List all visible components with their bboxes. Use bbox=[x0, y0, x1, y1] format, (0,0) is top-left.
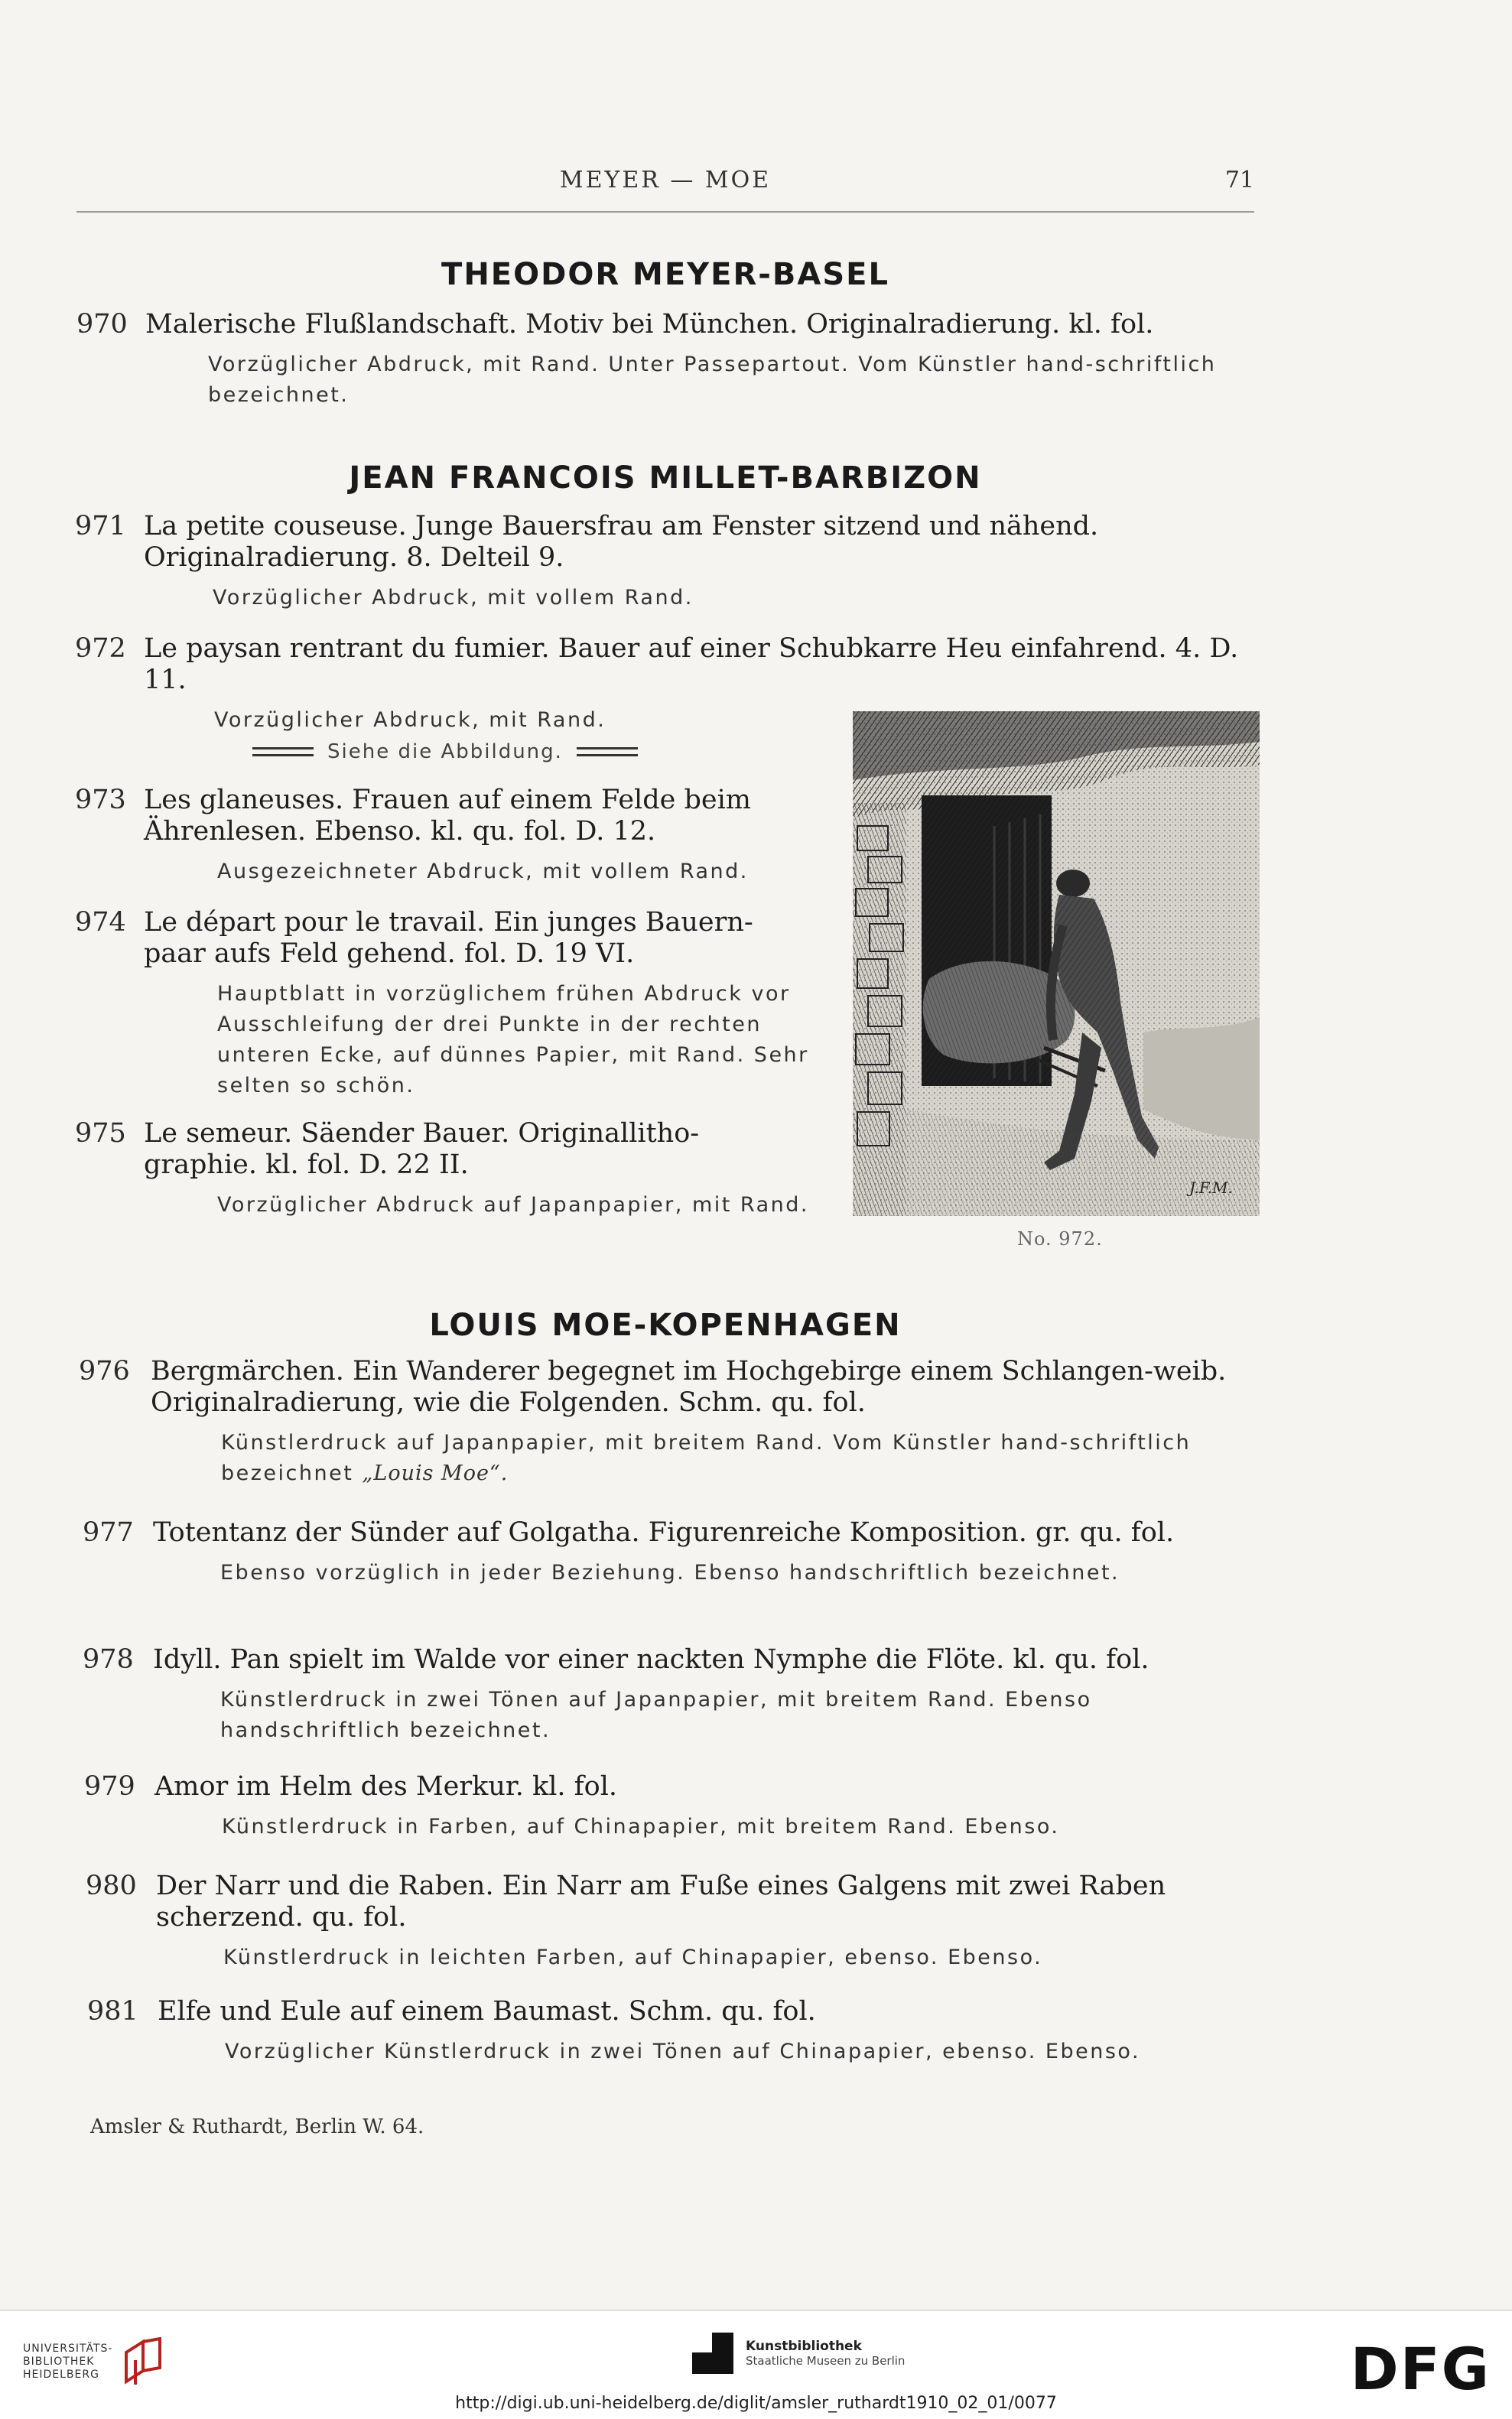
kunstbibliothek-subtitle: Staatliche Museen zu Berlin bbox=[746, 2354, 906, 2368]
section-title-meyer: THEODOR MEYER-BASEL bbox=[441, 257, 889, 292]
entry-981 bbox=[87, 1996, 1265, 2067]
header-rule bbox=[76, 211, 1254, 213]
printer-imprint: Amsler & Ruthardt, Berlin W. 64. bbox=[90, 2115, 424, 2138]
lot-title: Malerische Flußlandschaft. Motiv bei München. Originalradierung. kl. fol. bbox=[145, 309, 1154, 340]
lot-note: Vorzüglicher Abdruck, mit Rand. Unter Passepartout. Vom Künstler hand-schriftlich bezeichnet. bbox=[208, 353, 1217, 407]
lot-number: 974 bbox=[75, 907, 126, 938]
entry-975 bbox=[75, 1118, 809, 1221]
lot-title: Amor im Helm des Merkur. kl. fol. bbox=[154, 1771, 618, 1802]
kunstbibliothek-title: Kunstbibliothek bbox=[746, 2339, 862, 2354]
entry-973 bbox=[75, 785, 809, 887]
lot-number: 973 bbox=[75, 785, 126, 815]
lot-note bbox=[221, 1428, 1260, 1489]
artist-signature: „Louis Moe“. bbox=[362, 1461, 509, 1485]
lot-title: Le départ pour le travail. Ein junges Bauern-paar aufs Feld gehend. fol. D. 19 VI. bbox=[144, 907, 753, 969]
page-number: 71 bbox=[1224, 167, 1254, 193]
see-illustration bbox=[252, 740, 638, 763]
kunstbibliothek-text bbox=[746, 2339, 905, 2368]
lot-title: Totentanz der Sünder auf Golgatha. Figurenreiche Komposition. gr. qu. fol. bbox=[153, 1517, 1175, 1548]
university-library-logo[interactable] bbox=[23, 2337, 163, 2386]
lot-title: Elfe und Eule auf einem Baumast. Schm. qu. fol. bbox=[158, 1996, 816, 2027]
svg-text:J.F.M.: J.F.M. bbox=[1189, 1179, 1233, 1197]
heidelberg-library-icon bbox=[122, 2337, 163, 2386]
lot-note: Künstlerdruck in zwei Tönen auf Japanpapier, mit breitem Rand. Ebenso handschriftlich bezeichnet. bbox=[220, 1688, 1092, 1742]
lot-number: 971 bbox=[75, 511, 126, 541]
lot-title: La petite couseuse. Junge Bauersfrau am Fenster sitzend und nähend. Originalradierung. 8. Delteil 9. bbox=[144, 511, 1099, 573]
dfg-logo[interactable]: DFG bbox=[1350, 2335, 1491, 2403]
entry-978 bbox=[83, 1644, 1260, 1746]
lot-note: Hauptblatt in vorzüglichem frühen Abdruck vor Ausschleifung der drei Punkte in der rechten unteren Ecke, auf dünnes Papier, mit Rand. Sehr selten so schön. bbox=[217, 982, 809, 1097]
lot-number: 978 bbox=[83, 1644, 134, 1675]
lot-title: Le semeur. Säender Bauer. Originallitho-graphie. kl. fol. D. 22 II. bbox=[144, 1118, 700, 1180]
lot-number: 972 bbox=[75, 633, 126, 664]
entry-970 bbox=[76, 309, 1254, 411]
entry-976 bbox=[79, 1356, 1260, 1489]
digitization-footer bbox=[0, 2310, 1512, 2419]
lot-title: Idyll. Pan spielt im Walde vor einer nackten Nymphe die Flöte. kl. qu. fol. bbox=[153, 1644, 1149, 1675]
lot-title: Les glaneuses. Frauen auf einem Felde beim Ährenlesen. Ebenso. kl. qu. fol. D. 12. bbox=[144, 785, 751, 847]
lot-title: Le paysan rentrant du fumier. Bauer auf einer Schubkarre Heu einfahrend. 4. D. 11. bbox=[144, 633, 1239, 695]
see-illustration-text: Siehe die Abbildung. bbox=[327, 740, 563, 763]
etching-illustration bbox=[853, 711, 1260, 1216]
university-line-2: BIBLIOTHEK bbox=[23, 2355, 95, 2368]
footer-rule bbox=[0, 2310, 1512, 2311]
lot-number: 980 bbox=[86, 1871, 137, 1901]
entry-980 bbox=[86, 1871, 1263, 1973]
running-head bbox=[76, 167, 1254, 200]
lot-number: 976 bbox=[79, 1356, 130, 1387]
lot-number: 979 bbox=[84, 1771, 135, 1802]
lot-note-text: Künstlerdruck auf Japanpapier, mit breitem Rand. Vom Künstler hand-schriftlich bezeichnet bbox=[221, 1431, 1192, 1485]
section-title-millet: JEAN FRANCOIS MILLET-BARBIZON bbox=[349, 460, 982, 496]
lot-number: 975 bbox=[75, 1118, 126, 1149]
entry-971 bbox=[75, 511, 1254, 613]
lot-note: Künstlerdruck in Farben, auf Chinapapier, mit breitem Rand. Ebenso. bbox=[222, 1815, 1060, 1839]
etching-image bbox=[853, 711, 1260, 1216]
lot-number: 981 bbox=[87, 1996, 138, 2027]
double-rule-left bbox=[252, 747, 314, 756]
lot-title: Der Narr und die Raben. Ein Narr am Fuße eines Galgens mit zwei Raben scherzend. qu. fol. bbox=[156, 1871, 1166, 1933]
figure-caption: No. 972. bbox=[1017, 1228, 1103, 1250]
entry-979 bbox=[84, 1771, 1262, 1842]
running-title: MEYER — MOE bbox=[559, 167, 772, 193]
lot-note: Vorzüglicher Abdruck, mit Rand. bbox=[214, 708, 606, 732]
lot-number: 977 bbox=[83, 1517, 134, 1548]
lot-title: Bergmärchen. Ein Wanderer begegnet im Hochgebirge einem Schlangen-weib. Originalradierung, wie die Folgenden. Schm. qu. fol. bbox=[151, 1356, 1227, 1418]
university-name bbox=[23, 2343, 112, 2382]
lot-note: Künstlerdruck in leichten Farben, auf Chinapapier, ebenso. Ebenso. bbox=[223, 1946, 1043, 1969]
university-line-3: HEIDELBERG bbox=[23, 2368, 99, 2381]
entry-974 bbox=[75, 907, 809, 1101]
section-title-moe: LOUIS MOE-KOPENHAGEN bbox=[429, 1308, 902, 1343]
kunstbibliothek-icon bbox=[692, 2333, 733, 2374]
university-line-1: UNIVERSITÄTS- bbox=[23, 2342, 113, 2355]
lot-note: Vorzüglicher Abdruck auf Japanpapier, mit Rand. bbox=[217, 1193, 809, 1217]
lot-note: Vorzüglicher Künstlerdruck in zwei Tönen auf Chinapapier, ebenso. Ebenso. bbox=[225, 2040, 1141, 2063]
entry-977 bbox=[83, 1517, 1260, 1588]
lot-note: Ebenso vorzüglich in jeder Beziehung. Ebenso handschriftlich bezeichnet. bbox=[220, 1561, 1120, 1585]
double-rule-right bbox=[577, 747, 638, 756]
lot-note: Ausgezeichneter Abdruck, mit vollem Rand. bbox=[217, 860, 749, 883]
lot-number: 970 bbox=[76, 309, 128, 340]
lot-note: Vorzüglicher Abdruck, mit vollem Rand. bbox=[213, 586, 694, 610]
kunstbibliothek-logo[interactable] bbox=[692, 2333, 905, 2374]
permalink-url[interactable]: http://digi.ub.uni-heidelberg.de/diglit/amsler_ruthardt1910_02_01/0077 bbox=[455, 2394, 1057, 2413]
